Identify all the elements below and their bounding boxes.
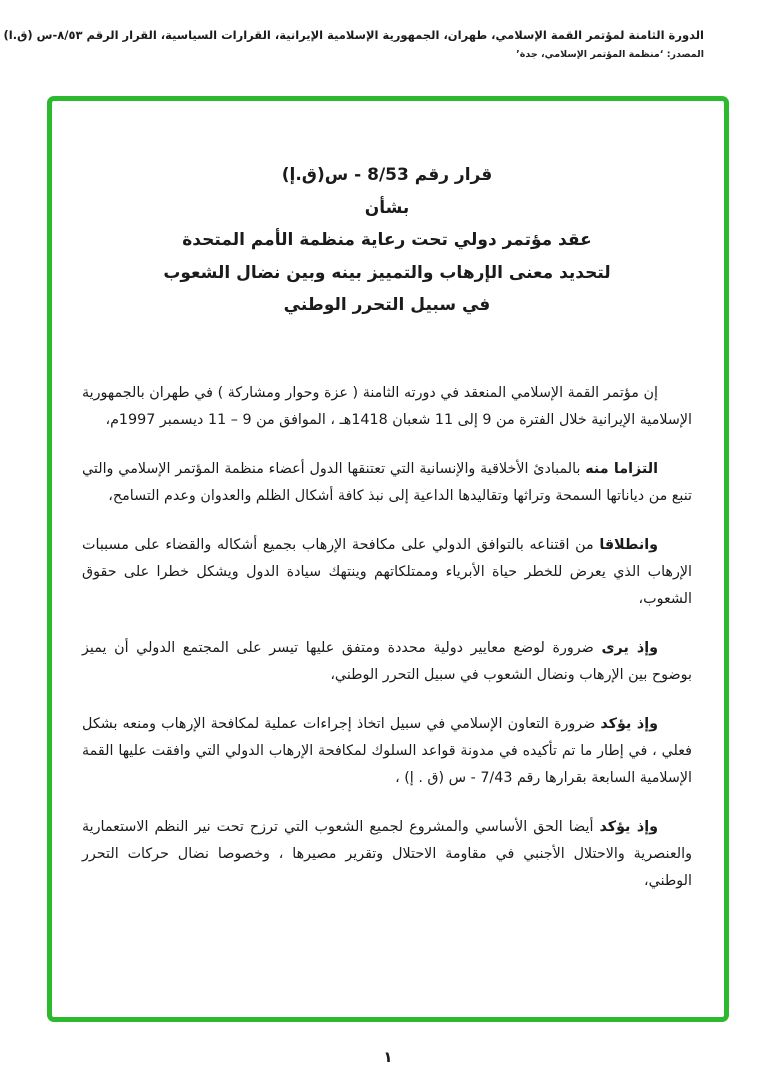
paragraph-affirming-cooperation <box>82 711 692 792</box>
header-source-line: المصدر: ‘منظمة المؤتمر الإسلامي، جدة’ <box>516 49 704 60</box>
header-citation-line: الدورة الثامنة لمؤتمر القمة الإسلامي، طهران، الجمهورية الإسلامية الإيرانية، القرارات السياسية، القرار الرقم ٨/٥٣-س (ق.ا) <box>3 28 704 42</box>
paragraph-preamble <box>82 380 692 434</box>
source-header <box>3 28 704 60</box>
paragraph-proceeding <box>82 532 692 613</box>
page-number: ١ <box>383 1048 393 1066</box>
title-line-regarding: بشأن <box>364 197 410 218</box>
paragraph-affirming-rights <box>82 814 692 895</box>
paragraph-text: ضرورة لوضع معايير دولية محددة ومتفق عليها تيسر على المجتمع الدولي أن يميز بوضوح بين الإرهاب ونضال الشعوب في سبيل التحرر الوطني، <box>82 639 692 683</box>
paragraph-lead: وإذ يؤكد <box>599 818 658 835</box>
title-line-subject-2: لتحديد معنى الإرهاب والتمييز بينه وبين نضال الشعوب <box>163 262 611 283</box>
title-line-subject-3: في سبيل التحرر الوطني <box>283 295 491 315</box>
resolution-title-block <box>82 159 692 322</box>
paragraph-lead: وانطلاقا <box>599 536 658 553</box>
paragraph-commitment <box>82 456 692 510</box>
document-content <box>52 159 724 895</box>
resolution-body <box>82 380 692 895</box>
title-line-subject-1: عقد مؤتمر دولي تحت رعاية منظمة الأمم المتحدة <box>182 230 592 250</box>
paragraph-text: بالمبادئ الأخلاقية والإنسانية التي تعتنقها الدول أعضاء منظمة المؤتمر الإسلامي والتي تنبع من دياناتها السمحة وتراثها وتقاليدها الداعية إلى نبذ كافة أشكال الظلم والعدوان وعدم التسامح، <box>82 460 692 504</box>
paragraph-lead: وإذ يؤكد <box>600 715 658 732</box>
paragraph-considering <box>82 635 692 689</box>
paragraph-lead: وإذ يرى <box>601 639 658 656</box>
title-line-resolution-number: قرار رقم 8/53 - س(ق.إ) <box>281 165 493 185</box>
document-border-frame <box>47 96 729 1022</box>
paragraph-lead: التزاما منه <box>585 460 658 477</box>
paragraph-text: ضرورة التعاون الإسلامي في سبيل اتخاذ إجراءات عملية لمكافحة الإرهاب ومنعه بشكل فعلي ، في إطار ما تم تأكيده في مدونة قواعد السلوك لمكافحة الإرهاب الدولي التي وافقت عليها القمة الإسلامية السابعة بقرارها رقم 7/43 - س (ق . إ) ، <box>82 715 692 786</box>
paragraph-text: من اقتناعه بالتوافق الدولي على مكافحة الإرهاب بجميع أشكاله والقضاء على مسببات الإرهاب الذي يعرض للخطر حياة الأبرياء وممتلكاتهم وينتهك سيادة الدول ويشكل خطرا على حقوق الشعوب، <box>82 536 692 607</box>
paragraph-text: أيضا الحق الأساسي والمشروع لجميع الشعوب التي ترزح تحت نير النظم الاستعمارية والعنصرية والاحتلال الأجنبي في مقاومة الاحتلال وتقرير مصيرها ، وخصوصا نضال حركات التحرر الوطني، <box>82 818 692 889</box>
paragraph-text: إن مؤتمر القمة الإسلامي المنعقد في دورته الثامنة ( عزة وحوار ومشاركة ) في طهران بالجمهورية الإسلامية الإيرانية خلال الفترة من 9 إلى 11 شعبان 1418هـ ، الموافق من 9 – 11 ديسمبر 1997م، <box>82 384 692 428</box>
